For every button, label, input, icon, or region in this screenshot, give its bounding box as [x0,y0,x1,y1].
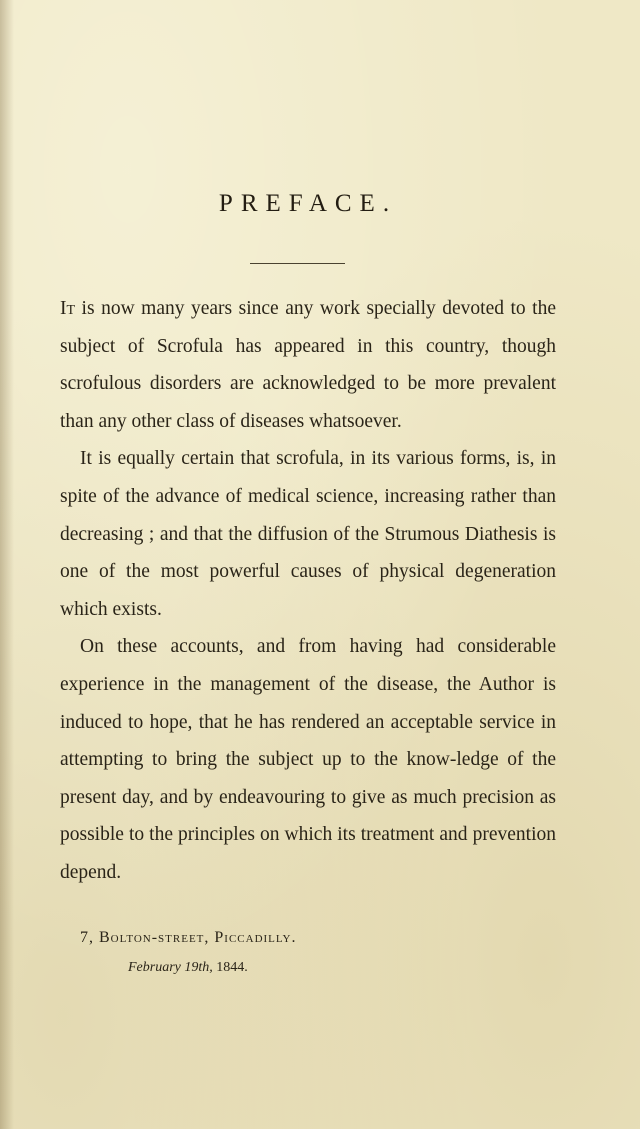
page-title: PREFACE. [218,190,398,217]
date-year: 1844. [216,960,248,975]
paragraph-1 [60,290,556,440]
preface-date [128,960,248,976]
date-month: February [128,960,181,975]
paragraph-2-text: It is equally certain that scrofula, in its various forms, is, in spite of the advance of medical science, increasing rather than decreasing ; and that the diffusion of the Strumous Diathesis is one of the most powerful causes of physical degeneration which exists. [60,448,556,620]
paragraph-1-lead: It [60,298,76,319]
paragraph-3 [60,628,556,891]
page-spine-shadow [0,0,14,1129]
paragraph-3-text: On these accounts, and from having had considerable experience in the management of the disease, the Author is induced to hope, that he has rendered an acceptable service in attempting to bring the subject up to the know-ledge of the present day, and by endeavouring to give as much precision as possible to the principles on which its treatment and prevention depend. [60,636,556,883]
date-day: 19th, [184,960,213,975]
title-divider [250,263,345,264]
paragraph-1-text: is now many years since any work specially devoted to the subject of Scrofula has appeared in this country, though scrofulous disorders are acknowledged to be more prevalent than any other class of diseases whatsoever. [60,298,556,432]
preface-body [60,290,556,892]
author-address: 7, Bolton-street, Piccadilly. [80,929,297,946]
paragraph-2 [60,440,556,628]
